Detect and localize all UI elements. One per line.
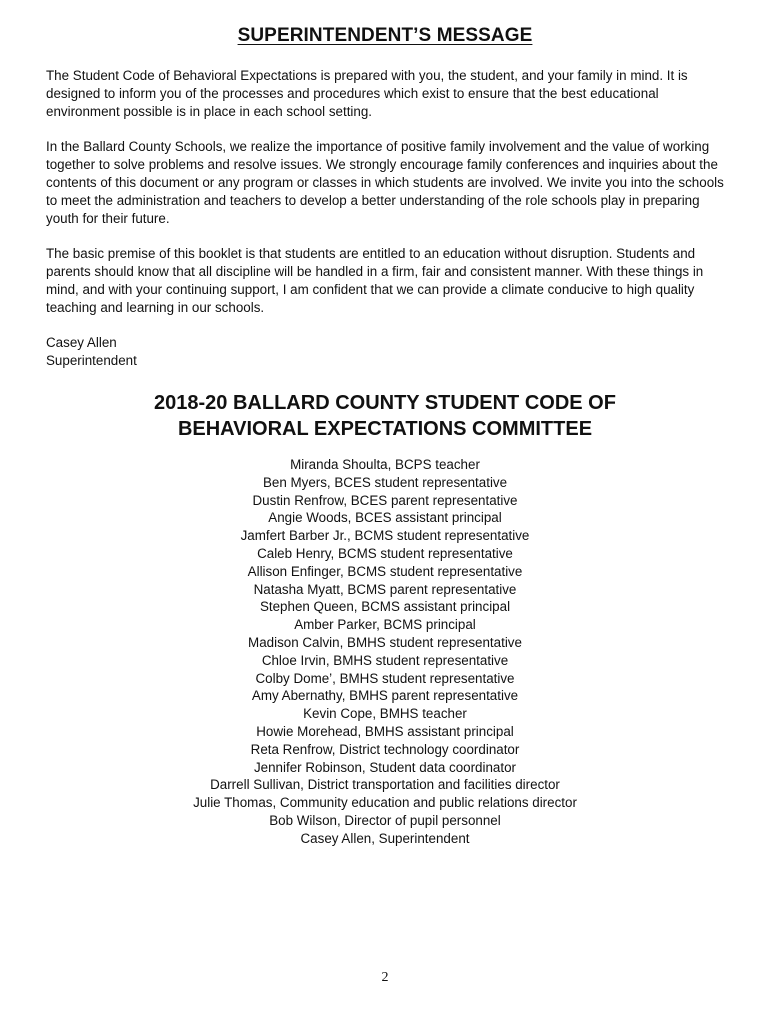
committee-member: Ben Myers, BCES student representative <box>262 474 508 490</box>
committee-member: Dustin Renfrow, BCES parent representative <box>252 492 518 508</box>
committee-member: Amber Parker, BCMS principal <box>294 617 476 633</box>
committee-member: Amy Abernathy, BMHS parent representative <box>251 688 519 704</box>
committee-member: Julie Thomas, Community education and public relations director <box>193 795 577 811</box>
signature-name: Casey Allen <box>46 335 117 350</box>
committee-member-list <box>0 456 770 848</box>
committee-member: Darrell Sullivan, District transportation and facilities director <box>210 777 560 793</box>
message-paragraph: The basic premise of this booklet is that students are entitled to an education without disruption. Students and parents should know that all discipline will be handled in a firm, fair and consistent manner. With these things in mind, and with your continuing support, I am confident that we can provide a climate conducive to high quality teaching and learning in our schools. <box>46 246 704 315</box>
committee-member: Allison Enfinger, BCMS student representative <box>247 563 523 579</box>
committee-member: Natasha Myatt, BCMS parent representative <box>253 581 517 597</box>
committee-member: Kevin Cope, BMHS teacher <box>303 706 467 722</box>
message-paragraph: In the Ballard County Schools, we realize the importance of positive family involvement and the value of working together to solve problems and resolve issues. We strongly encourage family conferences and inquiries about the contents of this document or any program or classes in which students are involved. We invite you into the schools to meet the administration and teachers to develop a better understanding of the role schools play in preparing youth for their future. <box>46 139 724 226</box>
committee-title <box>0 390 770 442</box>
committee-member: Jamfert Barber Jr., BCMS student representative <box>240 528 530 544</box>
committee-member: Casey Allen, Superintendent <box>300 830 470 846</box>
page-number: 2 <box>381 970 389 985</box>
committee-member: Jennifer Robinson, Student data coordinator <box>253 759 517 775</box>
committee-member: Reta Renfrow, District technology coordinator <box>250 741 520 757</box>
committee-member: Bob Wilson, Director of pupil personnel <box>269 812 501 828</box>
superintendent-message-body <box>46 67 736 370</box>
committee-member: Chloe Irvin, BMHS student representative <box>261 652 509 668</box>
committee-member: Colby Dome’, BMHS student representative <box>255 670 515 686</box>
signature-title: Superintendent <box>46 353 137 368</box>
committee-member: Madison Calvin, BMHS student representative <box>248 634 522 650</box>
committee-member: Angie Woods, BCES assistant principal <box>268 510 502 526</box>
committee-member: Caleb Henry, BCMS student representative <box>257 545 513 561</box>
message-paragraph: The Student Code of Behavioral Expectations is prepared with you, the student, and your family in mind. It is designed to inform you of the processes and procedures which exist to ensure that the best educational environment possible is in place in each school setting. <box>46 68 688 119</box>
committee-member: Stephen Queen, BCMS assistant principal <box>259 599 511 615</box>
committee-title-line-1: 2018-20 BALLARD COUNTY STUDENT CODE OF <box>154 392 616 414</box>
superintendent-message-title: SUPERINTENDENT’S MESSAGE <box>237 25 533 46</box>
committee-member: Miranda Shoulta, BCPS teacher <box>290 457 480 472</box>
committee-member: Howie Morehead, BMHS assistant principal <box>256 723 514 739</box>
committee-title-line-2: BEHAVIORAL EXPECTATIONS COMMITTEE <box>177 418 593 440</box>
